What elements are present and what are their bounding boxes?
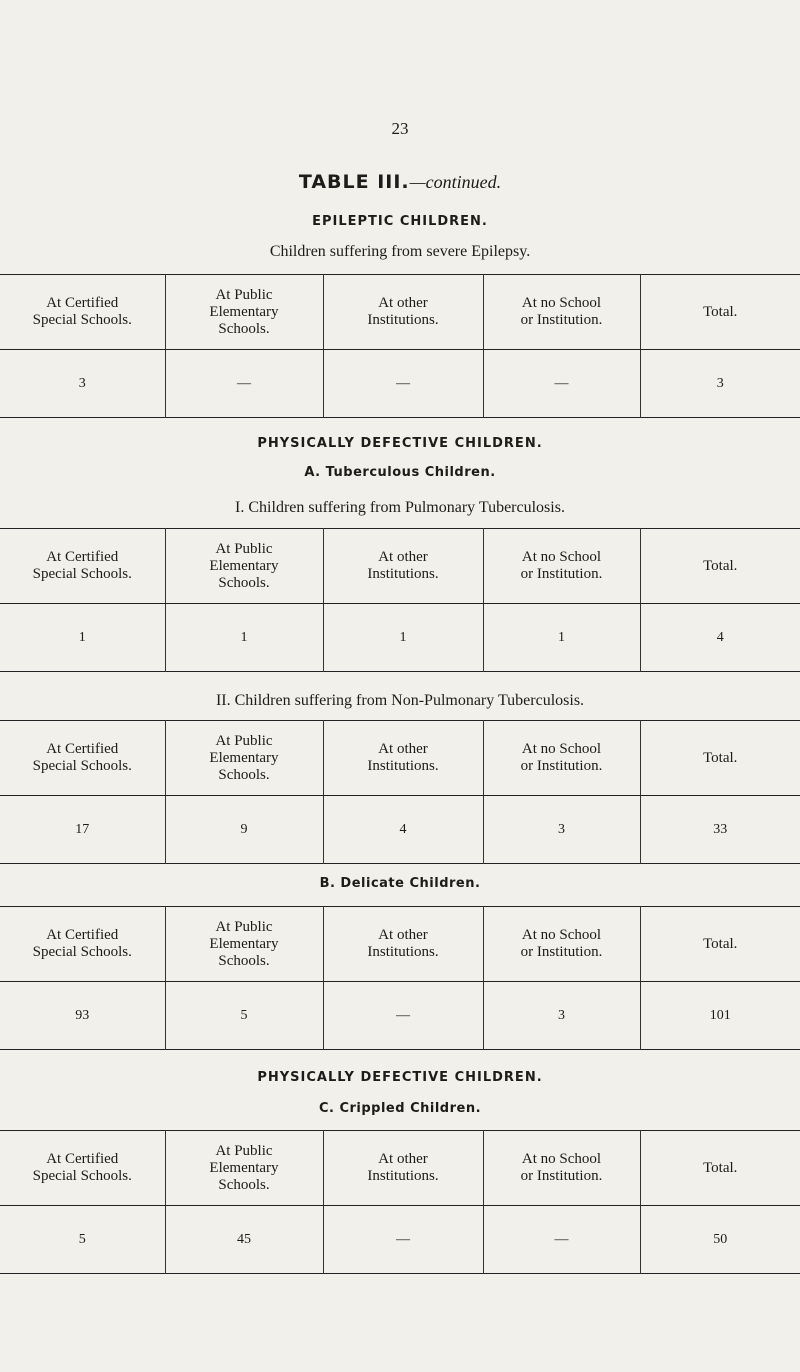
cell-public: 1 bbox=[165, 604, 323, 672]
cell-public: — bbox=[165, 350, 323, 418]
table-title bbox=[0, 171, 800, 193]
col-total: Total. bbox=[640, 907, 800, 982]
page-number: 23 bbox=[391, 119, 409, 138]
col-public: At Public Elementary Schools. bbox=[165, 907, 323, 982]
epileptic-caption: Children suffering from severe Epilepsy. bbox=[269, 243, 531, 260]
table-header-row bbox=[0, 721, 800, 796]
cell-total: 33 bbox=[640, 796, 800, 864]
cell-other: 4 bbox=[323, 796, 483, 864]
col-other: At other Institutions. bbox=[323, 907, 483, 982]
cell-no-school: 3 bbox=[483, 982, 640, 1050]
col-no-school: At no School or Institution. bbox=[483, 907, 640, 982]
cell-no-school: — bbox=[483, 350, 640, 418]
table-row bbox=[0, 982, 800, 1050]
delicate-heading: B. Delicate Children. bbox=[319, 876, 481, 891]
epileptic-heading: EPILEPTIC CHILDREN. bbox=[312, 214, 488, 229]
col-no-school: At no School or Institution. bbox=[483, 721, 640, 796]
pulmonary-table bbox=[0, 528, 800, 672]
col-public: At Public Elementary Schools. bbox=[165, 721, 323, 796]
table-title-continued: —continued. bbox=[409, 172, 502, 192]
col-other: At other Institutions. bbox=[323, 275, 483, 350]
cell-public: 45 bbox=[165, 1206, 323, 1274]
col-public: At Public Elementary Schools. bbox=[165, 275, 323, 350]
table-header-row bbox=[0, 1131, 800, 1206]
cell-no-school: — bbox=[483, 1206, 640, 1274]
col-no-school: At no School or Institution. bbox=[483, 529, 640, 604]
cell-total: 3 bbox=[640, 350, 800, 418]
table-title-main: TABLE III. bbox=[298, 171, 410, 193]
cell-other: — bbox=[323, 982, 483, 1050]
cell-no-school: 1 bbox=[483, 604, 640, 672]
col-certified: At Certified Special Schools. bbox=[0, 275, 165, 350]
col-certified: At Certified Special Schools. bbox=[0, 1131, 165, 1206]
delicate-table bbox=[0, 906, 800, 1050]
col-total: Total. bbox=[640, 529, 800, 604]
pulmonary-caption: I. Children suffering from Pulmonary Tuberculosis. bbox=[235, 499, 565, 516]
cell-certified: 17 bbox=[75, 821, 90, 837]
table-row bbox=[0, 350, 800, 418]
col-total: Total. bbox=[640, 1131, 800, 1206]
cell-other: — bbox=[323, 1206, 483, 1274]
epileptic-table bbox=[0, 274, 800, 418]
crippled-heading: C. Crippled Children. bbox=[318, 1101, 482, 1116]
table-row bbox=[0, 796, 800, 864]
cell-total: 4 bbox=[640, 604, 800, 672]
cell-total: 50 bbox=[640, 1206, 800, 1274]
table-header-row bbox=[0, 907, 800, 982]
cell-certified: 93 bbox=[75, 1007, 90, 1023]
col-certified: At Certified Special Schools. bbox=[0, 721, 165, 796]
physically-defective-heading-2: PHYSICALLY DEFECTIVE CHILDREN. bbox=[257, 1070, 543, 1085]
col-other: At other Institutions. bbox=[323, 1131, 483, 1206]
col-certified: At Certified Special Schools. bbox=[0, 907, 165, 982]
cell-certified: 1 bbox=[78, 629, 86, 645]
table-header-row bbox=[0, 275, 800, 350]
col-public: At Public Elementary Schools. bbox=[165, 1131, 323, 1206]
cell-certified: 3 bbox=[78, 375, 86, 391]
cell-certified: 5 bbox=[78, 1231, 86, 1247]
table-row bbox=[0, 604, 800, 672]
cell-no-school: 3 bbox=[483, 796, 640, 864]
table-row bbox=[0, 1206, 800, 1274]
col-no-school: At no School or Institution. bbox=[483, 275, 640, 350]
col-other: At other Institutions. bbox=[323, 529, 483, 604]
cell-public: 5 bbox=[165, 982, 323, 1050]
table-header-row bbox=[0, 529, 800, 604]
non-pulmonary-caption: II. Children suffering from Non-Pulmonary Tuberculosis. bbox=[215, 692, 585, 709]
col-total: Total. bbox=[640, 721, 800, 796]
physically-defective-heading: PHYSICALLY DEFECTIVE CHILDREN. bbox=[257, 436, 543, 451]
col-other: At other Institutions. bbox=[323, 721, 483, 796]
cell-other: 1 bbox=[323, 604, 483, 672]
col-total: Total. bbox=[640, 275, 800, 350]
col-public: At Public Elementary Schools. bbox=[165, 529, 323, 604]
col-certified: At Certified Special Schools. bbox=[0, 529, 165, 604]
cell-total: 101 bbox=[640, 982, 800, 1050]
col-no-school: At no School or Institution. bbox=[483, 1131, 640, 1206]
cell-other: — bbox=[323, 350, 483, 418]
tuberculous-heading: A. Tuberculous Children. bbox=[304, 465, 496, 480]
crippled-table bbox=[0, 1130, 800, 1274]
non-pulmonary-table bbox=[0, 720, 800, 864]
cell-public: 9 bbox=[165, 796, 323, 864]
